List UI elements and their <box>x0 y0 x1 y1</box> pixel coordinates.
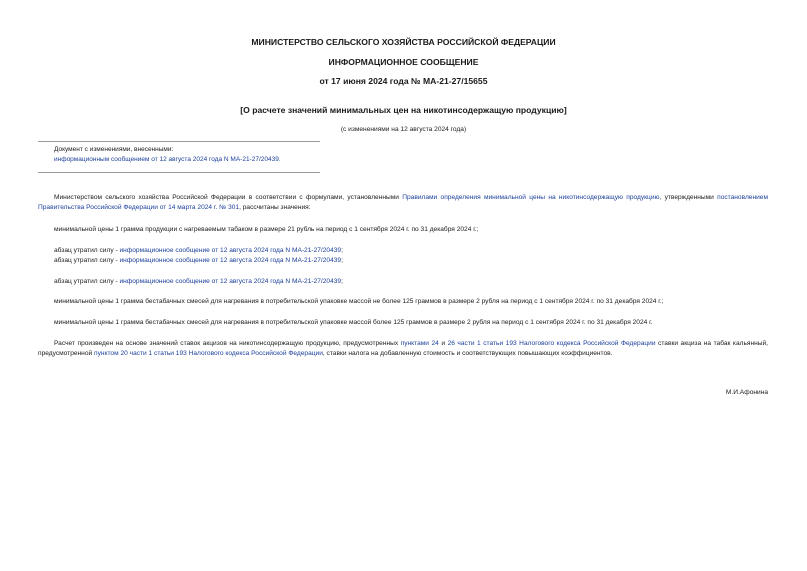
lost-force-line-1 <box>54 247 343 254</box>
ministry-heading: МИНИСТЕРСТВО СЕЛЬСКОГО ХОЗЯЙСТВА РОССИЙСКОЙ ФЕДЕРАЦИИ <box>251 37 556 47</box>
signature: М.И.Афонина <box>725 389 768 396</box>
resolution-link[interactable]: постановлением Правительства Российской Федерации от 14 марта 2024 г. № 301 <box>38 194 768 211</box>
lost-force-link[interactable]: информационное сообщение от 12 августа 2024 года N МА-21-27/20439 <box>119 278 342 285</box>
intro-paragraph <box>38 193 768 213</box>
intro-text-1: Министерством сельского хозяйства Российской Федерации в соответствии с формулами, установленными <box>54 194 403 201</box>
lost-force-prefix: абзац утратил силу - <box>54 257 120 264</box>
rules-link[interactable]: Правилами определения минимальной цены на никотинсодержащую продукцию <box>402 194 660 201</box>
lost-force-line-2 <box>54 257 343 264</box>
calculation-paragraph <box>38 339 768 359</box>
intro-text-2: , утвержденными <box>659 194 718 201</box>
changes-link[interactable]: информационным сообщением от 12 августа 2024 года N МА-21-27/20439. <box>54 156 281 163</box>
changes-intro: Документ с изменениями, внесенными: <box>54 146 174 153</box>
lost-force-suffix: ; <box>341 257 343 264</box>
calc-text-4: , ставки налога на добавленную стоимость и соответствующих повышающих коэффициентов. <box>322 350 613 357</box>
lost-force-suffix: ; <box>341 247 343 254</box>
mix-large-price: минимальной цены 1 грамма бестабачных смесей для нагревания в потребительской упаковке массой более 125 граммов в размере 2 рубля на период с 1 сентября 2024 г. по 31 декабря 2024 г. <box>54 319 653 326</box>
tax-code-20-link[interactable]: пунктом 20 части 1 статьи 193 Налогового кодекса Российской Федерации <box>94 350 323 357</box>
intro-text-3: , рассчитаны значения: <box>239 204 311 211</box>
lost-force-line-3 <box>54 278 343 285</box>
lost-force-link[interactable]: информационное сообщение от 12 августа 2024 года N МА-21-27/20439 <box>119 257 342 264</box>
lost-force-prefix: абзац утратил силу - <box>54 278 120 285</box>
calc-text-3: ставки акциза на табак кальянный, предусмотренной <box>38 340 768 357</box>
heated-tobacco-price: минимальной цены 1 грамма продукции с нагреваемым табаком в размере 21 рубль на период с 1 сентября 2024 г. по 31 декабря 2024 г.; <box>54 226 479 233</box>
mix-small-price: минимальной цены 1 грамма бестабачных смесей для нагревания в потребительской упаковке массой не более 125 граммов в размере 2 рубля на период с 1 сентября 2024 г. по 31 декабря 2024 г.; <box>54 298 664 305</box>
lost-force-prefix: абзац утратил силу - <box>54 247 120 254</box>
document-subject: [О расчете значений минимальных цен на никотинсодержащую продукцию] <box>240 105 567 115</box>
tax-code-26-link[interactable]: 26 части 1 статьи 193 Налогового кодекса Российской Федерации <box>447 340 656 347</box>
calc-text-1: Расчет произведен на основе значений ставок акцизов на никотинсодержащую продукцию, предусмотренных <box>54 340 401 347</box>
calc-text-2: и <box>438 340 448 347</box>
clauses-24-link[interactable]: пунктами 24 <box>400 340 439 347</box>
lost-force-link[interactable]: информационное сообщение от 12 августа 2024 года N МА-21-27/20439 <box>119 247 342 254</box>
changes-box <box>38 141 320 173</box>
document-type: ИНФОРМАЦИОННОЕ СООБЩЕНИЕ <box>328 57 479 67</box>
document-date-number: от 17 июня 2024 года № МА-21-27/15655 <box>319 76 488 86</box>
revision-note: (с изменениями на 12 августа 2024 года) <box>340 126 467 133</box>
lost-force-suffix: ; <box>341 278 343 285</box>
